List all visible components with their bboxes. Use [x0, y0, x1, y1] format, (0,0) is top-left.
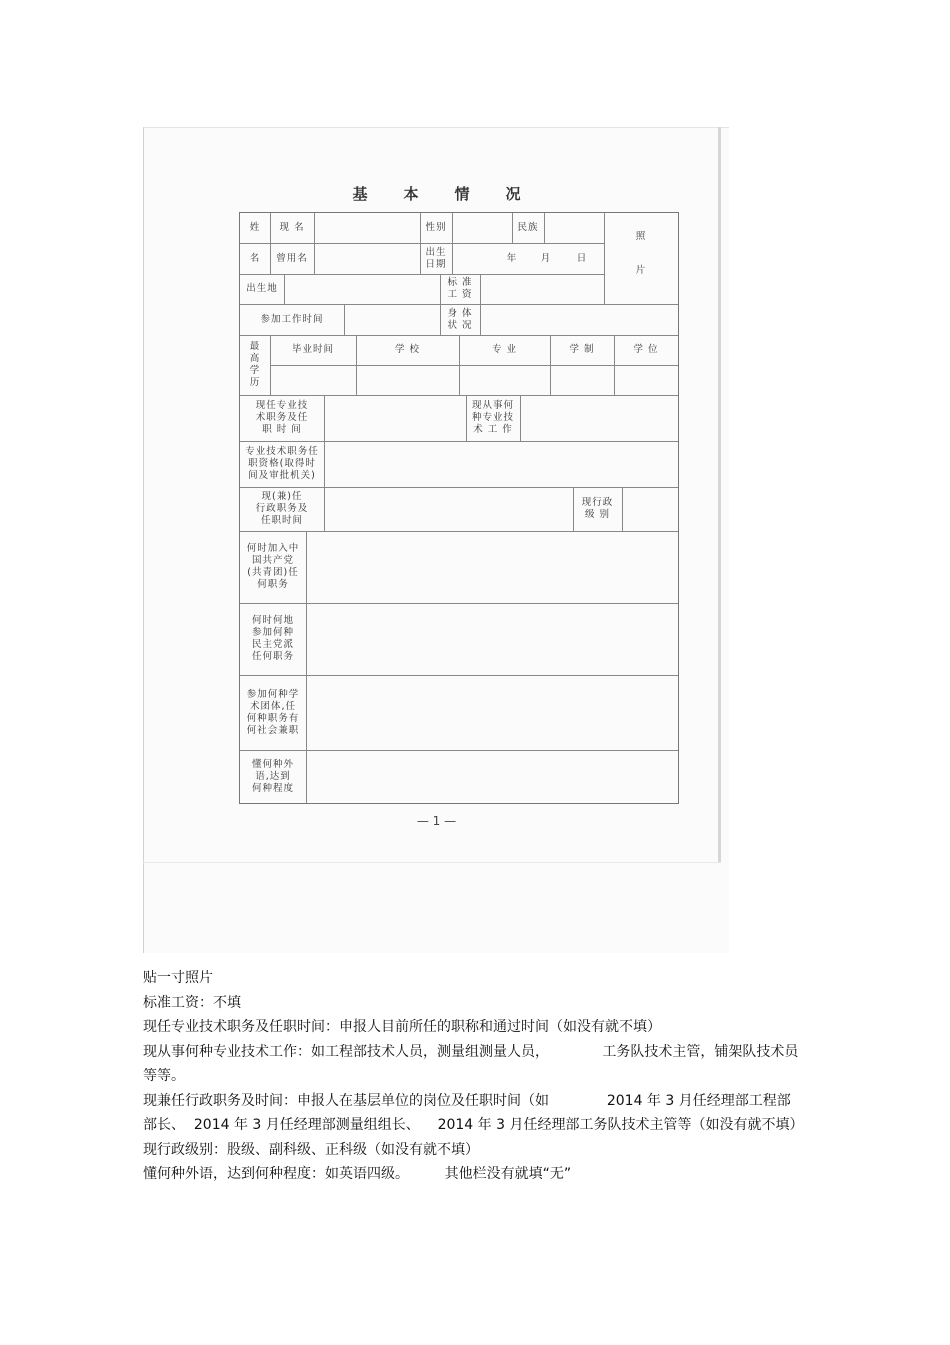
col-line — [452, 213, 453, 274]
degree-header: 学 位 — [633, 344, 659, 355]
grad-time-header: 毕业时间 — [291, 344, 334, 355]
note-line: 现兼任行政职务及时间：申报人在基层单位的岗位及任职时间（如 2014 年 3 月任经理部工程部部长、 2014 年 3 月任经理部测量组组长、 2014 年 3 月任经理部工务队技术主管等（如没有就不填） — [143, 1092, 804, 1133]
ethnicity-label: 民族 — [517, 222, 539, 233]
birthplace-label: 出生地 — [246, 283, 278, 294]
basic-info-table — [239, 212, 679, 804]
note-line: 标准工资：不填 — [143, 994, 241, 1011]
party-join-label: 何时加入中 国共产党 (共青团)任 何职务 — [246, 543, 300, 590]
admin-post-label: 现(兼)任 行政职务及 任职时间 — [255, 491, 309, 526]
col-line — [314, 213, 315, 274]
birth-date-label: 出生 日期 — [425, 247, 447, 270]
qualification-label: 专业技术职务任 职资格(取得时 间及审批机关) — [245, 446, 319, 481]
instructions — [143, 966, 803, 1187]
scan-edge — [718, 127, 721, 862]
col-line — [520, 395, 521, 441]
school-header: 学 校 — [394, 344, 421, 355]
education-label: 最 高 学 历 — [249, 341, 261, 388]
photo-label-2: 片 — [635, 265, 647, 276]
row-line — [270, 365, 678, 366]
note-line: 现行政级别：股级、副科级、正科级（如没有就不填） — [143, 1141, 479, 1158]
tech-work-label: 现从事何 种专业技 术 工 作 — [471, 400, 514, 435]
admin-level-label: 现行政 级 别 — [581, 497, 614, 520]
col-line — [324, 395, 325, 531]
day-label: 日 — [576, 253, 588, 264]
note-line: 贴一寸照片 — [143, 970, 213, 986]
row-line — [240, 274, 604, 275]
col-line — [480, 274, 481, 335]
tech-title-label: 现任专业技 术职务及任 职 时 间 — [255, 400, 309, 435]
work-start-label: 参加工作时间 — [260, 313, 324, 325]
note-line: 现从事何种专业技术工作：如工程部技术人员，测量组测量人员， 工务队技术主管，铺架队技术员等等。 — [143, 1043, 799, 1084]
health-label: 身 体 状 况 — [447, 307, 473, 331]
page-number: — 1 — — [416, 814, 457, 828]
scanned-form-page — [143, 127, 729, 953]
former-name-label: 曾用名 — [276, 253, 308, 264]
col-line — [284, 274, 285, 304]
note-line: 现任专业技术职务及任职时间：申报人目前所任的职称和通过时间（如没有就不填） — [143, 1019, 661, 1035]
form-title: 基 本 情 况 — [352, 185, 521, 203]
month-label: 月 — [540, 253, 552, 264]
name-label: 姓 — [249, 222, 261, 233]
democratic-party-label: 何时何地 参加何种 民主党派 任何职务 — [251, 615, 294, 662]
academic-label: 参加何种学 术团体,任 何种职务有 何社会兼职 — [246, 688, 300, 736]
standard-salary-label: 标 准 工 资 — [447, 277, 473, 300]
study-length-header: 学 制 — [569, 344, 595, 355]
col-line — [306, 531, 307, 803]
col-line — [544, 213, 545, 243]
current-name-label: 现 名 — [279, 222, 305, 233]
photo-label-1: 照 — [635, 231, 647, 242]
col-line — [344, 304, 345, 335]
note-line: 懂何种外语，达到何种程度：如英语四级。 其他栏没有就填“无” — [143, 1166, 572, 1182]
col-line — [622, 487, 623, 531]
gender-label: 性别 — [425, 222, 447, 233]
name-label-second: 名 — [249, 253, 261, 264]
language-label: 懂何种外 语,达到 何种程度 — [251, 758, 294, 794]
year-label: 年 — [506, 253, 518, 264]
major-header: 专 业 — [491, 344, 518, 355]
scan-edge — [143, 862, 721, 863]
